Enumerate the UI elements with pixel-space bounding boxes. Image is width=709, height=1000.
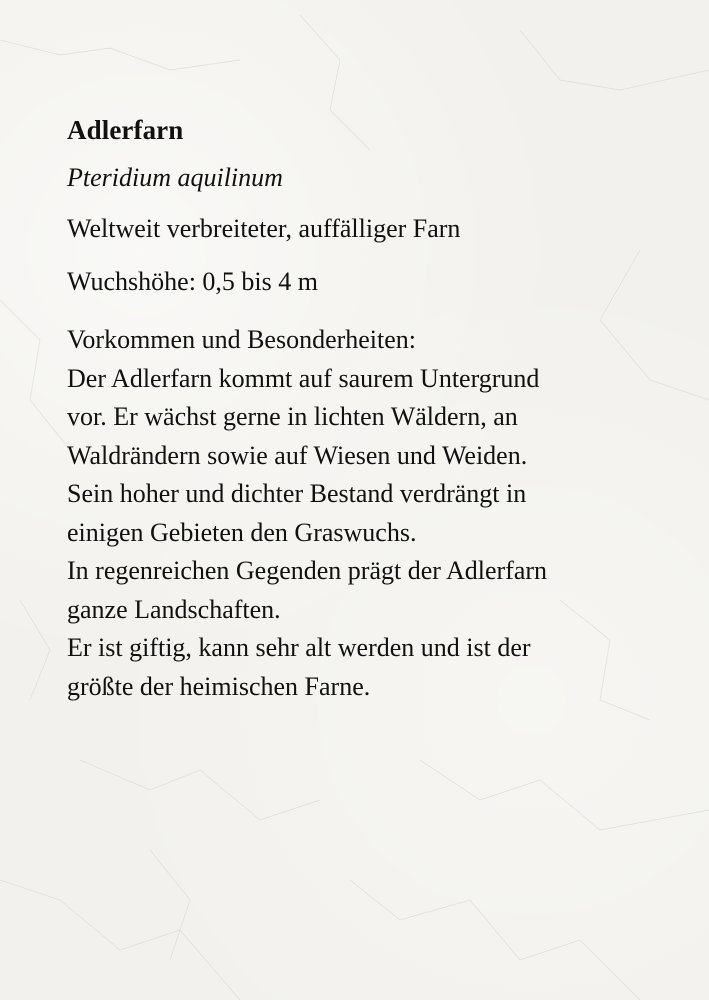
- latin-name: Pteridium aquilinum: [67, 163, 283, 192]
- card-content: [67, 112, 667, 706]
- body-line: Sein hoher und dichter Bestand verdrängt in: [67, 479, 527, 508]
- body-line: einigen Gebieten den Graswuchs.: [67, 517, 417, 547]
- body-line: Waldrändern sowie auf Wiesen und Weiden.: [67, 440, 528, 470]
- body-line: ganze Landschaften.: [67, 594, 281, 624]
- growth-height: Wuchshöhe: 0,5 bis 4 m: [67, 266, 318, 296]
- section-heading: Vorkommen und Besonderheiten:: [67, 325, 417, 354]
- body-line: größte der heimischen Farne.: [67, 671, 371, 701]
- body-line: Er ist giftig, kann sehr alt werden und ist der: [67, 633, 531, 662]
- body-line: vor. Er wächst gerne in lichten Wäldern, an: [67, 402, 518, 431]
- plant-description: Weltweit verbreiteter, auffälliger Farn: [67, 214, 461, 243]
- body-text: [67, 360, 667, 707]
- plant-title: Adlerfarn: [67, 115, 184, 145]
- body-line: In regenreichen Gegenden prägt der Adlerfarn: [67, 556, 548, 585]
- body-line: Der Adlerfarn kommt auf saurem Untergrund: [67, 363, 540, 393]
